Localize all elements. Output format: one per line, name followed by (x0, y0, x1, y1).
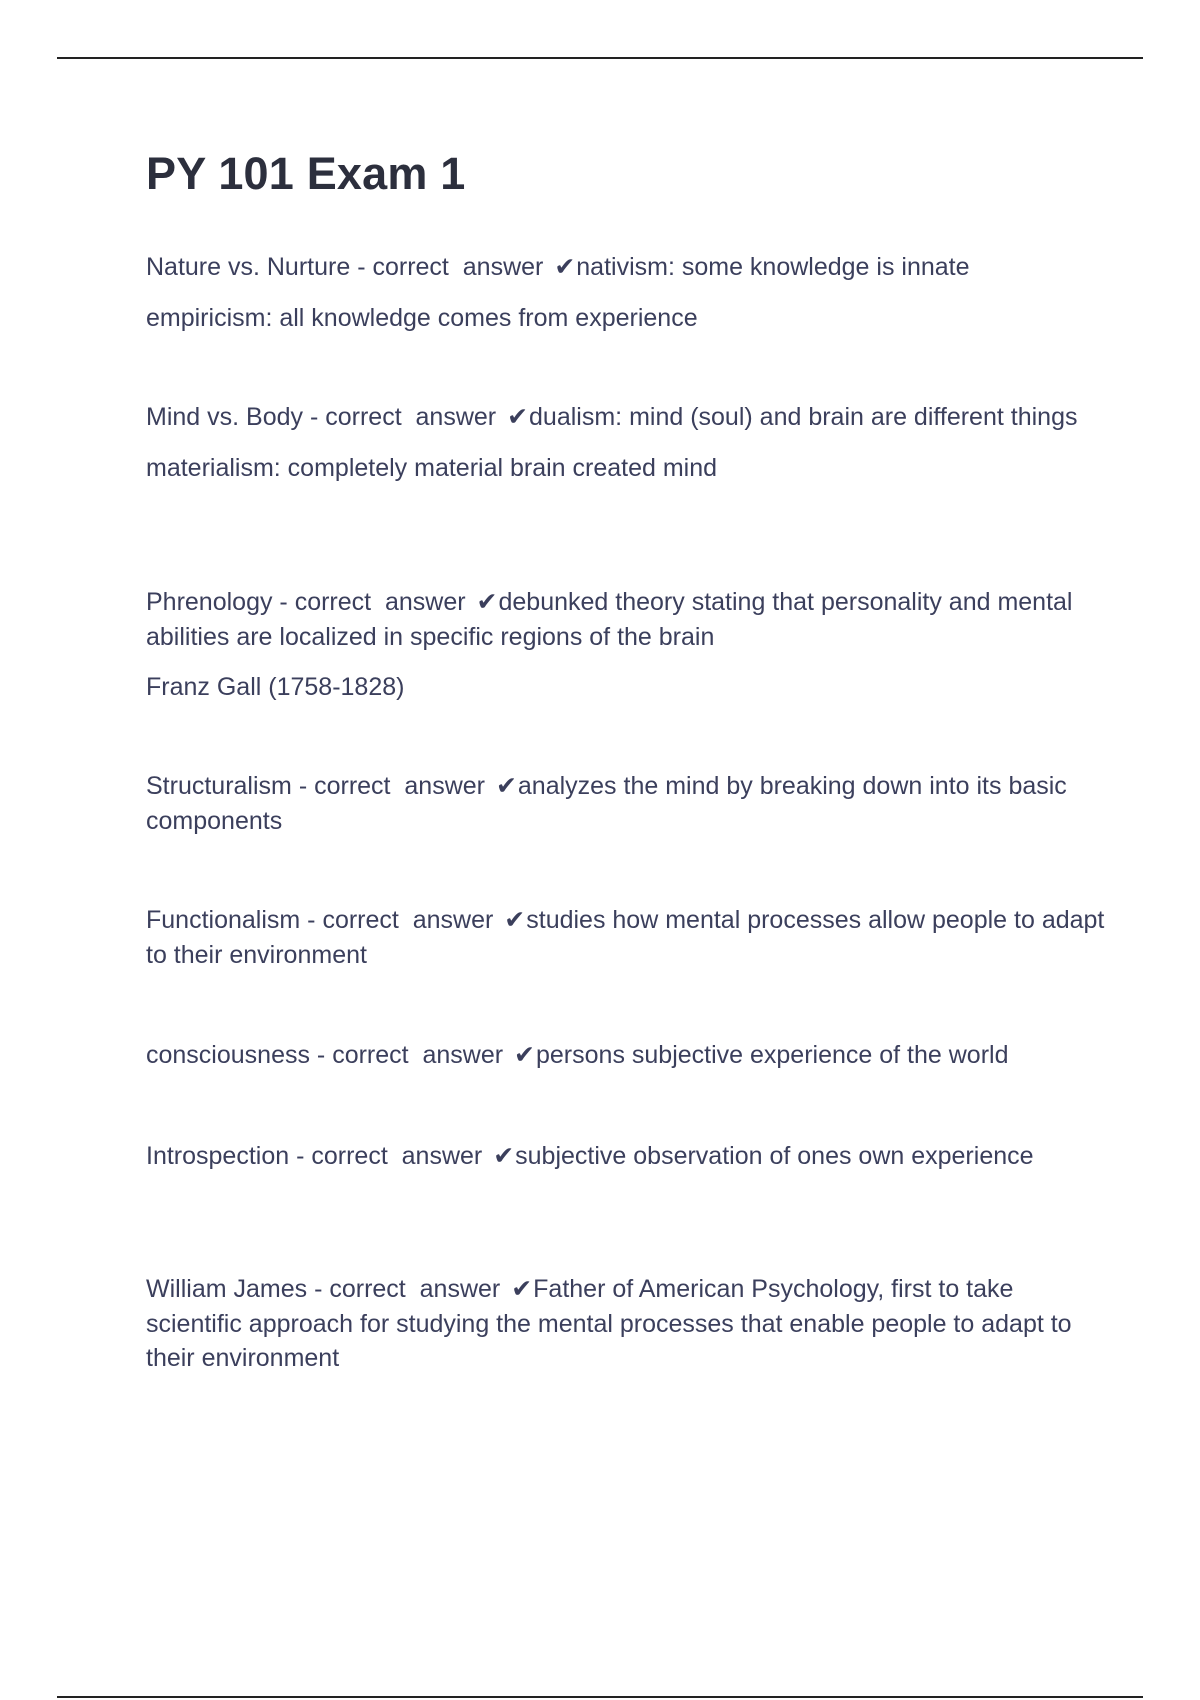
qa-entry-william-james (146, 1272, 1106, 1376)
qa-separator: - correct answer (303, 403, 504, 431)
check-icon: ✔ (493, 1142, 515, 1170)
qa-separator: - correct answer (350, 253, 551, 281)
qa-question-line (146, 769, 1106, 838)
check-icon: ✔ (511, 1275, 533, 1303)
qa-definition: analyzes the mind by breaking down into its basic components (146, 772, 1067, 835)
qa-separator: - correct answer (289, 1142, 490, 1170)
qa-separator: - correct answer (307, 1275, 508, 1303)
qa-definition: persons subjective experience of the world (536, 1041, 1009, 1069)
qa-entry-consciousness (146, 1038, 1106, 1073)
qa-separator: - correct answer (300, 906, 501, 934)
qa-entry-nature-nurture (146, 250, 1106, 335)
qa-entry-functionalism (146, 903, 1106, 972)
qa-question-line (146, 903, 1106, 972)
qa-extra: Franz Gall (1758-1828) (146, 673, 405, 701)
qa-question-line (146, 250, 1106, 285)
qa-separator: - correct answer (291, 772, 492, 800)
qa-separator: - correct answer (272, 588, 473, 616)
qa-entry-phrenology (146, 585, 1106, 705)
check-icon: ✔ (514, 1041, 535, 1069)
qa-separator: - correct answer (309, 1041, 511, 1069)
qa-definition: studies how mental processes allow people to adapt to their environment (146, 906, 1105, 969)
qa-question-line (146, 1139, 1106, 1174)
qa-definition: nativism: some knowledge is innate (576, 253, 970, 281)
qa-term: William James (146, 1275, 308, 1303)
qa-term: Functionalism (146, 906, 301, 934)
qa-term: Introspection (146, 1142, 290, 1170)
check-icon: ✔ (504, 906, 526, 934)
qa-question-line (146, 400, 1106, 435)
check-icon: ✔ (554, 253, 576, 281)
qa-question-line (146, 585, 1106, 654)
qa-definition: Father of American Psychology, first to take scientific approach for studying the mental processes that enable people to adapt to their environment (146, 1275, 1072, 1372)
qa-entry-structuralism (146, 769, 1106, 838)
qa-term: Phrenology (146, 588, 273, 616)
qa-term: Nature vs. Nurture (146, 253, 351, 281)
page-title: PY 101 Exam 1 (146, 148, 466, 199)
qa-term: consciousness (146, 1041, 310, 1069)
bottom-rule (57, 1696, 1143, 1698)
check-icon: ✔ (507, 403, 529, 431)
qa-extra: materialism: completely material brain created mind (146, 453, 718, 482)
qa-definition: debunked theory stating that personality and mental abilities are localized in specific regions of the brain (146, 588, 1073, 651)
qa-definition: dualism: mind (soul) and brain are different things (529, 403, 1078, 431)
top-rule (57, 57, 1143, 59)
qa-entry-mind-body (146, 400, 1106, 485)
qa-entry-introspection (146, 1139, 1106, 1174)
qa-term: Structuralism (146, 772, 292, 800)
qa-question-line (146, 1038, 1106, 1073)
check-icon: ✔ (495, 772, 517, 800)
qa-definition: subjective observation of ones own experience (515, 1142, 1034, 1170)
qa-extra: empiricism: all knowledge comes from experience (146, 303, 698, 332)
qa-question-line (146, 1272, 1106, 1376)
check-icon: ✔ (476, 588, 498, 616)
qa-term: Mind vs. Body (146, 403, 304, 431)
